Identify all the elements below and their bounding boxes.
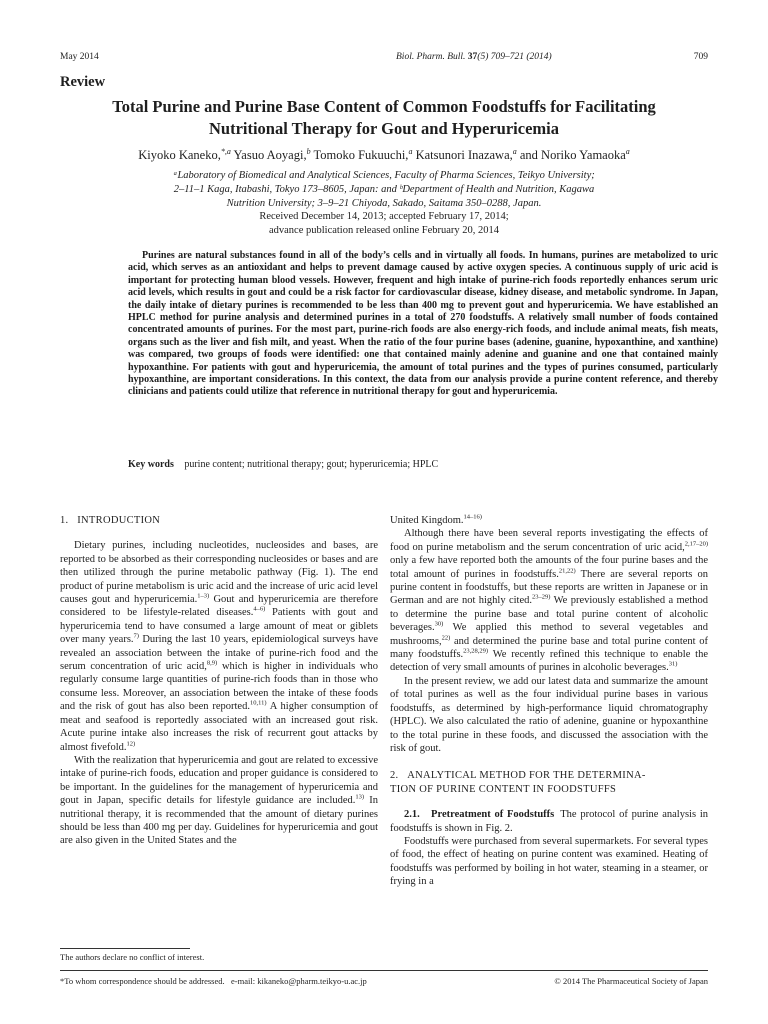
correspondence-note: *To whom correspondence should be addressed. e-mail: kikaneko@pharm.teikyo-u.ac.jp bbox=[60, 976, 367, 986]
citation-ref: 1–3) bbox=[197, 592, 210, 600]
running-head bbox=[60, 52, 708, 66]
paragraph: With the realization that hyperuricemia and gout are related to excessive intake of purine-rich foods, education and proper guidance is considered to be important. In the guidelines for the management of hyperuricemia and gout in Japan, specific details for lifestyle guidance are included.$^{13)}$ In nutritional therapy, it is recommended that the amount of dietary purines should be less than 400 mg per day. Guidelines for hyperuricemia and gout are also given in the United States and the bbox=[60, 754, 378, 847]
heading-line: TION OF PURINE CONTENT IN FOODSTUFFS bbox=[390, 783, 617, 795]
citation-ref: 10,11) bbox=[249, 699, 267, 707]
author-name: Katsunori Inazawa, bbox=[412, 148, 513, 163]
citation-ref: 14–16) bbox=[463, 513, 482, 521]
paragraph bbox=[390, 808, 708, 835]
journal-volume: 37 bbox=[467, 52, 478, 62]
citation-ref: 7) bbox=[133, 632, 139, 640]
right-column bbox=[390, 514, 708, 889]
citation-ref: 31) bbox=[668, 660, 678, 668]
citation-ref: 21,22) bbox=[558, 567, 576, 575]
article-title bbox=[60, 96, 708, 140]
left-column bbox=[60, 514, 378, 848]
author-name: and Noriko Yamaoka bbox=[516, 148, 626, 163]
title-line-1: Total Purine and Purine Base Content of Common Foodstuffs for Facilitating bbox=[112, 97, 656, 116]
author-list bbox=[60, 147, 708, 163]
paragraph: Although there have been several reports investigating the effects of food on purine metabolism and the serum concentration of uric acid,$^{2,17-20)}$ only a few have reported both the amounts of the four purine bases and the total amount of purines in foodstuffs.$^{21,22)}$ There are several reports on purine content in foodstuffs, but these reports are written in Japanese or in German and are not highly cited.$^{23-29)}$ We previously established a method to determine the purine base and total purine content of alcoholic beverages.$^{30)}$ We applied this method to several vegetables and mushrooms,$^{22)}$ and determined the purine base and total purine content of many foodstuffs.$^{23,28,29)}$ We recently refined this technique to enable the detection of very small amounts of purines in alcoholic beverages.$^{31)}$ bbox=[390, 528, 709, 674]
citation-ref: 23–29) bbox=[531, 593, 551, 601]
author-name: Yasuo Aoyagi, bbox=[230, 148, 307, 163]
citation-ref: 12) bbox=[126, 740, 136, 747]
article-type: Review bbox=[60, 74, 106, 90]
citation-ref: 8,9) bbox=[206, 659, 218, 667]
page-number: 709 bbox=[693, 52, 708, 62]
subsection-heading: 2.1. Pretreatment of Foodstuffs bbox=[404, 809, 555, 821]
section-heading-introduction: 1. INTRODUCTION bbox=[60, 515, 161, 526]
citation-ref: 23,28,29) bbox=[463, 647, 489, 655]
affiliation-line: 2–11–1 Kaga, Itabashi, Tokyo 173–8605, Japan: and ᵇDepartment of Health and Nutrition, Kagawa bbox=[173, 184, 595, 195]
footnote-divider bbox=[60, 948, 190, 949]
keywords-list: purine content; nutritional therapy; gout; hyperuricemia; HPLC bbox=[184, 459, 439, 470]
section-heading-analytical-method bbox=[390, 769, 708, 796]
author-name: Tomoko Fukuuchi, bbox=[310, 148, 409, 163]
journal-name: Biol. Pharm. Bull. bbox=[396, 52, 466, 62]
publication-dates bbox=[60, 210, 708, 238]
journal-issue-pages: (5) 709–721 (2014) bbox=[477, 52, 552, 62]
keywords bbox=[128, 459, 718, 470]
affiliation-line: Nutrition University; 3–9–21 Chiyoda, Sakado, Saitama 350–0288, Japan. bbox=[226, 198, 542, 209]
paragraph: Dietary purines, including nucleotides, nucleosides and bases, are reported to be absorbed as their corresponding nucleosides or bases and are then utilized through the purine metabolic pathway (Fig. 1). The end product of purine metabolism is uric acid and the increase of uric acid level causes gout and hyperuricemia.$^{1-3)}$ Gout and hyperuricemia are therefore considered to be lifestyle-related diseases.$^{4-6)}$ Patients with gout and hyperuricemia tend to have consumed a large amount of meat or giblets over many years.$^{7)}$ During the last 10 years, epidemiological surveys have revealed an association between the intake of purine-rich food and the serum concentration of uric acid,$^{8,9)}$ which is higher in individuals who regularly consume large quantities of purine-rich foods than in those who consume less. Moreover, an association between the intake of these foods and the risk of gout has also been reported.$^{10,11)}$ A higher consumption of meat and seafood is reportedly associated with an increased gout risk. Acute purine intake also increases the risk of recurrent gout attacks by almost fivefold.$^{12)}$ bbox=[60, 540, 379, 753]
paragraph: United Kingdom.$^{14-16)}$ bbox=[390, 513, 482, 526]
affiliation-line: ᵃLaboratory of Biomedical and Analytical Sciences, Faculty of Pharma Sciences, Teikyo University; bbox=[173, 170, 595, 181]
issue-date: May 2014 bbox=[60, 52, 99, 62]
received-accepted-date: Received December 14, 2013; accepted February 17, 2014; bbox=[259, 211, 509, 222]
citation-ref: 13) bbox=[355, 793, 365, 801]
online-release-date: advance publication released online February 20, 2014 bbox=[268, 225, 500, 236]
footer-divider bbox=[60, 970, 708, 971]
author-mark: a bbox=[408, 147, 413, 156]
journal-citation bbox=[396, 52, 552, 62]
paragraph-text: The protocol of purine analysis in foodstuffs is shown in Fig. 2. bbox=[390, 809, 708, 834]
citation-ref: 2,17–20) bbox=[684, 540, 708, 548]
citation-ref: 22) bbox=[441, 634, 451, 642]
citation-ref: 4–6) bbox=[253, 605, 266, 613]
author-mark: a bbox=[625, 147, 630, 156]
copyright-notice: © 2014 The Pharmaceutical Society of Japan bbox=[554, 976, 708, 986]
affiliations bbox=[60, 169, 708, 211]
author-mark: b bbox=[306, 147, 311, 156]
abstract: Purines are natural substances found in all of the body’s cells and in virtually all foods. In humans, purines are metabolized to uric acid, which serves as an antioxidant and helps to prevent damage caused by active oxygen species. A continuous supply of uric acid is important for protecting human blood vessels. However, frequent and high intake of purine-rich foods reportedly enhances serum uric acid levels, which results in gout and could be a risk factor for cardiovascular disease, kidney disease, and metabolic syndrome. In Japan, the daily intake of dietary purines is recommended to be less than 400 mg to prevent gout and hyperuricemia. We have established an HPLC method for purine analysis and determined purines in a total of 270 foodstuffs. A relatively small number of foods contained concentrated amounts of purines. For the most part, purine-rich foods are also energy-rich foods, and include animal meats, fish meats, organs such as the liver and fish milt, and yeast. When the ratio of the four purine bases (adenine, guanine, hypoxanthine, and xanthine) was compared, two groups of foods were identified: one that contained mainly adenine and guanine and one that contained mainly hypoxanthine. For patients with gout and hyperuricemia, the amount of total purines and the types of purines consumed, particularly hypoxanthine, are important considerations. In this context, the data from our analysis provide a purine content reference, and thereby clinicians and patients could utilize that reference in nutritional therapy for gout and hyperuricemia. bbox=[128, 250, 718, 398]
heading-line: 2. ANALYTICAL METHOD FOR THE DETERMINA- bbox=[390, 770, 646, 782]
paragraph: Foodstuffs were purchased from several supermarkets. For several types of food, the effect of heating on purine content was examined. Heating of foodstuffs was performed by boiling in hot water, steaming in a steamer, or frying in a bbox=[390, 835, 708, 888]
author-mark: *,a bbox=[220, 147, 231, 156]
citation-ref: 30) bbox=[434, 620, 444, 628]
paragraph: In the present review, we add our latest data and summarize the amount of total purines as well as the four individual purine bases in various foodstuffs, as determined by high-performance liquid chromatography (HPLC). We also calculated the ratio of adenine, guanine or hypoxanthine to the total purine in these foods, and discussed the association with the risk of gout. bbox=[390, 675, 708, 754]
keywords-label: Key words bbox=[128, 459, 174, 470]
title-line-2: Nutritional Therapy for Gout and Hyperuricemia bbox=[208, 119, 559, 138]
author-name: Kiyoko Kaneko, bbox=[138, 148, 221, 163]
author-mark: a bbox=[512, 147, 517, 156]
conflict-of-interest-note: The authors declare no conflict of interest. bbox=[60, 952, 205, 962]
